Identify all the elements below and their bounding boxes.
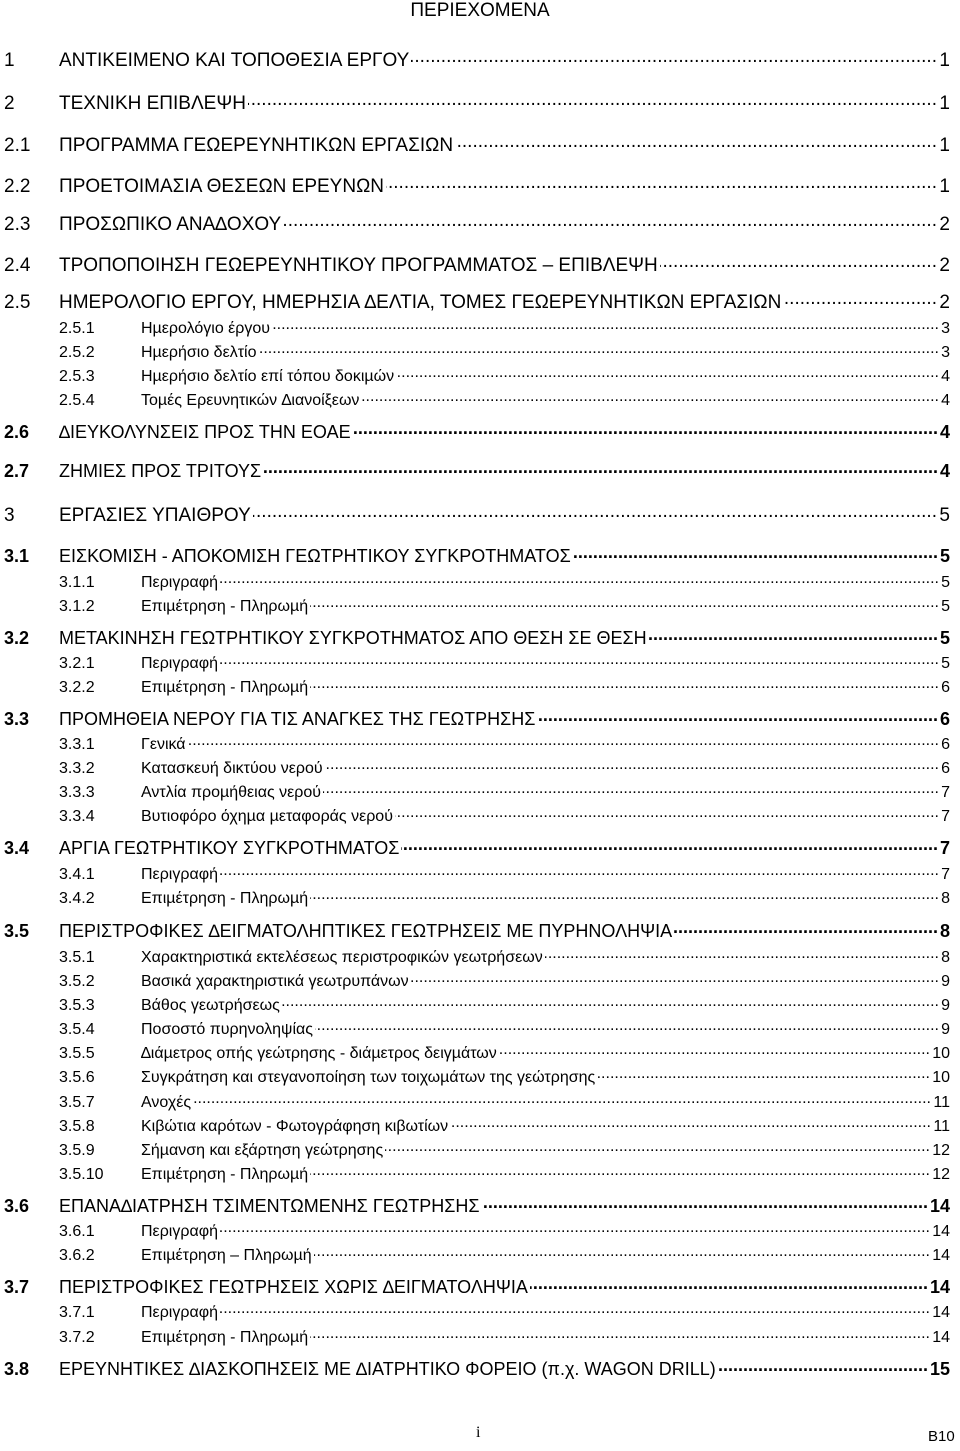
toc-entry-page: 7 — [941, 808, 950, 825]
toc-entry[interactable] — [0, 214, 960, 236]
toc-entry[interactable] — [0, 969, 960, 991]
toc-entry-number: 3.3.1 — [59, 736, 95, 753]
toc-entry-page: 5 — [941, 574, 950, 591]
toc-entry-page: 1 — [939, 93, 950, 114]
toc-entry-number: 3.6.2 — [59, 1247, 95, 1264]
toc-entry-number: 3.2.1 — [59, 655, 95, 672]
toc-entry-title: Κιβώτια καρότων - Φωτογράφηση κιβωτίων — [141, 1118, 449, 1135]
page-title: ΠΕΡΙΕΧΟΜΕΝΑ — [410, 0, 550, 21]
toc-dot-leader — [259, 342, 939, 358]
toc-entry[interactable] — [0, 292, 960, 314]
toc-entry-number: 3.4.1 — [59, 866, 95, 883]
toc-dot-leader — [674, 922, 938, 938]
toc-entry[interactable] — [0, 1219, 960, 1241]
toc-entry-title: Επιµέτρηση - Πληρωµή — [141, 1166, 309, 1183]
toc-entry-title: ΑΝΤΙΚΕΙΜΕΝΟ ΚΑΙ ΤΟΠΟΘΕΣΙΑ ΕΡΓΟΥ — [59, 50, 410, 71]
toc-entry[interactable] — [0, 176, 960, 198]
toc-entry-page: 5 — [939, 628, 950, 648]
toc-entry-title: Ηµερήσιο δελτίο επί τόπου δοκιµών — [141, 368, 395, 385]
toc-entry-title: Χαρακτηριστικά εκτελέσεως περιστροφικών γεωτρήσεων — [141, 949, 543, 966]
toc-entry[interactable] — [0, 1138, 960, 1160]
toc-entry-page: 4 — [941, 368, 950, 385]
toc-entry-number: 3.4 — [4, 838, 30, 858]
toc-entry[interactable] — [0, 1300, 960, 1322]
toc-dot-leader — [450, 1116, 931, 1132]
toc-entry-number: 2.7 — [4, 461, 30, 481]
toc-entry-number: 3.1.1 — [59, 574, 95, 591]
toc-entry-number: 3.5.4 — [59, 1021, 95, 1038]
toc-entry-number: 2.5.4 — [59, 392, 95, 409]
toc-entry-title: Επιµέτρηση - Πληρωµή — [141, 890, 309, 907]
toc-entry-title: Επιµέτρηση – Πληρωµή — [141, 1247, 312, 1264]
toc-entry-page: 1 — [939, 176, 950, 197]
toc-dot-leader — [573, 547, 938, 563]
toc-entry-page: 4 — [939, 422, 950, 442]
toc-entry[interactable] — [0, 388, 960, 410]
toc-entry-title: Γενικά — [141, 736, 186, 753]
toc-entry-title: ΤΕΧΝΙΚΗ ΕΠΙΒΛΕΨΗ — [59, 93, 246, 114]
toc-entry[interactable] — [0, 837, 960, 859]
toc-entry-page: 9 — [941, 997, 950, 1014]
toc-entry-page: 10 — [932, 1069, 950, 1086]
toc-entry-page: 7 — [939, 838, 950, 858]
toc-dot-leader — [220, 864, 939, 880]
toc-entry-number: 3.5.6 — [59, 1069, 95, 1086]
toc-dot-leader — [310, 1164, 930, 1180]
toc-dot-leader — [401, 839, 938, 855]
toc-entry-page: 5 — [941, 598, 950, 615]
toc-dot-leader — [660, 257, 937, 273]
toc-entry-page: 11 — [933, 1118, 950, 1135]
toc-entry-number: 3.6 — [4, 1196, 30, 1216]
toc-entry-page: 11 — [933, 1094, 950, 1111]
toc-entry-number: 3.1.2 — [59, 598, 95, 615]
toc-entry-title: ∆ΙΕΥΚΟΛΥΝΣΕΙΣ ΠΡΟΣ ΤΗΝ ΕΟΑΕ — [59, 422, 351, 442]
toc-entry[interactable] — [0, 675, 960, 697]
toc-entry-page: 14 — [932, 1304, 950, 1321]
toc-entry-number: 1 — [4, 50, 15, 71]
toc-entry-title: ΜΕΤΑΚΙΝΗΣΗ ΓΕΩΤΡΗΤΙΚΟΥ ΣΥΓΚΡΟΤΗΜΑΤΟΣ ΑΠΟ ΘΕΣΗ ΣΕ ΘΕΣΗ — [59, 628, 647, 648]
toc-entry-number: 2.5.3 — [59, 368, 95, 385]
toc-entry[interactable] — [0, 1358, 960, 1380]
toc-entry-number: 3.1 — [4, 546, 30, 566]
toc-entry[interactable] — [0, 1325, 960, 1347]
toc-entry-number: 3 — [4, 505, 15, 526]
toc-entry-title: Περιγραφή — [141, 866, 218, 883]
toc-entry-page: 3 — [941, 344, 950, 361]
toc-entry-page: 14 — [929, 1277, 950, 1297]
toc-entry-number: 3.5.3 — [59, 997, 95, 1014]
toc-entry-page: 4 — [941, 392, 950, 409]
toc-entry-number: 2.3 — [4, 214, 31, 235]
toc-dot-leader — [783, 294, 937, 310]
toc-entry[interactable] — [0, 545, 960, 567]
toc-entry-page: 8 — [939, 921, 950, 941]
toc-dot-leader — [248, 95, 937, 111]
toc-dot-leader — [220, 653, 939, 669]
toc-entry[interactable] — [0, 505, 960, 527]
toc-entry-number: 3.5.7 — [59, 1094, 95, 1111]
toc-entry-number: 2.5 — [4, 292, 31, 313]
toc-entry-title: Ανοχές — [141, 1094, 192, 1111]
toc-dot-leader — [253, 507, 937, 523]
toc-entry-number: 3.4.2 — [59, 890, 95, 907]
toc-entry-page: 14 — [932, 1247, 950, 1264]
toc-entry[interactable] — [0, 1195, 960, 1217]
toc-entry-title: Κατασκευή δικτύου νερού — [141, 760, 323, 777]
toc-entry-page: 7 — [941, 784, 950, 801]
toc-dot-leader — [310, 888, 939, 904]
toc-entry[interactable] — [0, 135, 960, 157]
footer-page-number: i — [476, 1424, 481, 1441]
toc-dot-leader — [499, 1043, 930, 1059]
toc-entry-page: 14 — [932, 1329, 950, 1346]
toc-entry-title: ΠΡΟΕΤΟΙΜΑΣΙΑ ΘΕΣΕΩΝ ΕΡΕΥΝΩΝ — [59, 176, 385, 197]
toc-entry[interactable] — [0, 594, 960, 616]
toc-dot-leader — [315, 1019, 939, 1035]
toc-dot-leader — [220, 1302, 930, 1318]
toc-entry-title: ΕΙΣΚΟΜΙΣΗ - ΑΠΟΚΟΜΙΣΗ ΓΕΩΤΡΗΤΙΚΟΥ ΣΥΓΚΡΟΤΗΜΑΤΟΣ — [59, 546, 571, 566]
toc-entry[interactable] — [0, 993, 960, 1015]
toc-entry[interactable] — [0, 756, 960, 778]
toc-dot-leader — [272, 318, 939, 334]
toc-entry-title: Περιγραφή — [141, 574, 218, 591]
toc-entry-number: 3.6.1 — [59, 1223, 95, 1240]
toc-entry-title: Επιµέτρηση - Πληρωµή — [141, 1329, 309, 1346]
toc-entry-title: Περιγραφή — [141, 655, 218, 672]
toc-entry-title: Σήµανση και εξάρτηση γεώτρησης — [141, 1142, 384, 1159]
toc-entry-number: 3.2.2 — [59, 679, 95, 696]
toc-entry-page: 3 — [941, 320, 950, 337]
toc-entry-number: 3.7 — [4, 1277, 30, 1297]
toc-entry-page: 5 — [939, 546, 950, 566]
toc-entry-page: 6 — [941, 679, 950, 696]
toc-dot-leader — [411, 52, 937, 68]
toc-entry-page: 2 — [939, 292, 950, 313]
toc-entry-page: 4 — [939, 461, 950, 481]
toc-entry-number: 3.3.4 — [59, 808, 95, 825]
toc-entry[interactable] — [0, 1162, 960, 1184]
toc-entry-number: 3.3.2 — [59, 760, 95, 777]
toc-dot-leader — [283, 216, 937, 232]
toc-dot-leader — [193, 1092, 931, 1108]
toc-entry-page: 9 — [941, 1021, 950, 1038]
toc-dot-leader — [537, 710, 938, 726]
toc-entry-number: 3.5.10 — [59, 1166, 104, 1183]
toc-entry-title: ΠΡΟΓΡΑΜΜΑ ΓΕΩΕΡΕΥΝΗΤΙΚΩΝ ΕΡΓΑΣΙΩΝ — [59, 135, 454, 156]
toc-entry[interactable] — [0, 421, 960, 443]
toc-entry-page: 15 — [929, 1359, 950, 1379]
toc-entry[interactable] — [0, 651, 960, 673]
toc-entry-title: Επιµέτρηση - Πληρωµή — [141, 679, 309, 696]
toc-entry-number: 2.6 — [4, 422, 30, 442]
toc-entry-number: 3.7.2 — [59, 1329, 95, 1346]
toc-entry[interactable] — [0, 1243, 960, 1265]
toc-dot-leader — [386, 178, 937, 194]
toc-dot-leader — [188, 734, 939, 750]
toc-entry-title: Ποσοστό πυρηνοληψίας — [141, 1021, 313, 1038]
toc-dot-leader — [314, 1245, 930, 1261]
toc-entry-page: 14 — [932, 1223, 950, 1240]
toc-entry-number: 3.5.5 — [59, 1045, 95, 1062]
toc-entry-title: Βυτιοφόρο όχηµα µεταφοράς νερού — [141, 808, 393, 825]
toc-dot-leader — [649, 629, 938, 645]
toc-entry-number: 3.7.1 — [59, 1304, 95, 1321]
toc-entry-page: 8 — [941, 949, 950, 966]
toc-entry-page: 2 — [939, 214, 950, 235]
toc-entry-title: Ηµερήσιο δελτίο — [141, 344, 257, 361]
toc-entry-title: ΕΡΓΑΣΙΕΣ ΥΠΑΙΘΡΟΥ — [59, 505, 251, 526]
toc-entry-number: 2.5.1 — [59, 320, 95, 337]
toc-dot-leader — [530, 1278, 928, 1294]
toc-entry[interactable] — [0, 1114, 960, 1136]
toc-entry-title: ΠΡΟΣΩΠΙΚΟ ΑΝΑ∆ΟΧΟΥ — [59, 214, 282, 235]
toc-entry[interactable] — [0, 50, 960, 72]
toc-entry-title: ΠΡΟΜΗΘΕΙΑ ΝΕΡΟΥ ΓΙΑ ΤΙΣ ΑΝΑΓΚΕΣ ΤΗΣ ΓΕΩΤΡΗΣΗΣ — [59, 709, 536, 729]
toc-entry-page: 5 — [941, 655, 950, 672]
toc-entry-page: 12 — [932, 1166, 950, 1183]
toc-entry[interactable] — [0, 1041, 960, 1063]
toc-dot-leader — [282, 995, 939, 1011]
toc-dot-leader — [325, 758, 939, 774]
toc-entry-page: 6 — [939, 709, 950, 729]
toc-entry-title: ΑΡΓΙΑ ΓΕΩΤΡΗΤΙΚΟΥ ΣΥΓΚΡΟΤΗΜΑΤΟΣ — [59, 838, 400, 858]
toc-entry[interactable] — [0, 1276, 960, 1298]
toc-entry[interactable] — [0, 340, 960, 362]
toc-entry-number: 2.1 — [4, 135, 31, 156]
toc-entry[interactable] — [0, 93, 960, 115]
toc-entry-title: Συγκράτηση και στεγανοποίηση των τοιχωµάτων της γεώτρησης — [141, 1069, 596, 1086]
toc-entry-page: 2 — [939, 255, 950, 276]
toc-dot-leader — [220, 1221, 930, 1237]
toc-entry-title: ΗΜΕΡΟΛΟΓΙΟ ΕΡΓΟΥ, ΗΜΕΡΗΣΙΑ ∆ΕΛΤΙΑ, ΤΟΜΕΣ ΓΕΩΕΡΕΥΝΗΤΙΚΩΝ ΕΡΓΑΣΙΩΝ — [59, 292, 782, 313]
toc-dot-leader — [411, 971, 939, 987]
toc-entry-page: 10 — [932, 1045, 950, 1062]
toc-entry[interactable] — [0, 862, 960, 884]
toc-entry-page: 9 — [941, 973, 950, 990]
toc-entry[interactable] — [0, 920, 960, 942]
toc-entry[interactable] — [0, 1090, 960, 1112]
toc-entry-page: 1 — [939, 135, 950, 156]
toc-entry-title: ΠΕΡΙΣΤΡΟΦΙΚΕΣ ∆ΕΙΓΜΑΤΟΛΗΠΤΙΚΕΣ ΓΕΩΤΡΗΣΕΙΣ ΜΕ ΠΥΡΗΝΟΛΗΨΙΑ — [59, 921, 673, 941]
toc-entry-page: 7 — [941, 866, 950, 883]
toc-entry-title: Αντλία προµήθειας νερού — [141, 784, 321, 801]
toc-entry[interactable] — [0, 1017, 960, 1039]
toc-entry-title: Βασικά χαρακτηριστικά γεωτρυπάνων — [141, 973, 409, 990]
toc-entry[interactable] — [0, 780, 960, 802]
toc-entry-title: ΕΡΕΥΝΗΤΙΚΕΣ ∆ΙΑΣΚΟΠΗΣΕΙΣ ΜΕ ∆ΙΑΤΡΗΤΙΚΟ ΦΟΡΕΙΟ (π.χ. WAGON DRILL) — [59, 1359, 716, 1379]
toc-entry-title: Περιγραφή — [141, 1223, 218, 1240]
toc-entry-title: Ηµερολόγιο έργου — [141, 320, 271, 337]
toc-entry-number: 2.5.2 — [59, 344, 95, 361]
toc-entry-number: 3.5.8 — [59, 1118, 95, 1135]
toc-dot-leader — [310, 1327, 930, 1343]
toc-entry-title: Βάθος γεωτρήσεως — [141, 997, 280, 1014]
toc-entry-number: 3.2 — [4, 628, 30, 648]
toc-entry-number: 3.5.9 — [59, 1142, 95, 1159]
toc-entry-page: 1 — [939, 50, 950, 71]
toc-entry[interactable] — [0, 460, 960, 482]
toc-entry-page: 8 — [941, 890, 950, 907]
toc-entry-number: 3.8 — [4, 1359, 30, 1379]
toc-entry[interactable] — [0, 804, 960, 826]
toc-entry-title: ΠΕΡΙΣΤΡΟΦΙΚΕΣ ΓΕΩΤΡΗΣΕΙΣ ΧΩΡΙΣ ∆ΕΙΓΜΑΤΟΛΗΨΙΑ — [59, 1277, 528, 1297]
toc-entry-page: 12 — [932, 1142, 950, 1159]
toc-entry-number: 3.5 — [4, 921, 30, 941]
toc-entry[interactable] — [0, 708, 960, 730]
toc-dot-leader — [310, 677, 939, 693]
toc-entry-number: 3.3 — [4, 709, 30, 729]
footer-document-code: B10 — [928, 1428, 955, 1445]
toc-entry-title: Περιγραφή — [141, 1304, 218, 1321]
toc-entry[interactable] — [0, 570, 960, 592]
toc-dot-leader — [395, 806, 939, 822]
toc-entry-number: 2 — [4, 93, 15, 114]
toc-entry-page: 14 — [929, 1196, 950, 1216]
toc-entry-number: 3.3.3 — [59, 784, 95, 801]
toc-dot-leader — [310, 596, 939, 612]
toc-dot-leader — [718, 1360, 928, 1376]
toc-dot-leader — [396, 366, 939, 382]
toc-entry[interactable] — [0, 364, 960, 386]
toc-entry[interactable] — [0, 732, 960, 754]
toc-entry-page: 6 — [941, 736, 950, 753]
toc-entry-title: ΤΡΟΠΟΠΟΙΗΣΗ ΓΕΩΕΡΕΥΝΗΤΙΚΟΥ ΠΡΟΓΡΑΜΜΑΤΟΣ – ΕΠΙΒΛΕΨΗ — [59, 255, 658, 276]
toc-entry-page: 5 — [939, 505, 950, 526]
toc-dot-leader — [385, 1140, 930, 1156]
toc-entry[interactable] — [0, 945, 960, 967]
toc-entry-number: 3.5.2 — [59, 973, 95, 990]
toc-dot-leader — [482, 1197, 928, 1213]
toc-dot-leader — [545, 947, 939, 963]
toc-entry[interactable] — [0, 886, 960, 908]
toc-entry-title: Επιµέτρηση - Πληρωµή — [141, 598, 309, 615]
toc-entry-number: 2.2 — [4, 176, 31, 197]
toc-dot-leader — [220, 572, 939, 588]
toc-dot-leader — [361, 390, 939, 406]
toc-entry[interactable] — [0, 255, 960, 277]
toc-dot-leader — [323, 782, 939, 798]
toc-entry[interactable] — [0, 316, 960, 338]
toc-entry-title: ∆ιάµετρος οπής γεώτρησης - διάµετρος δειγµάτων — [141, 1045, 497, 1062]
toc-entry-title: ΕΠΑΝΑ∆ΙΑΤΡΗΣΗ ΤΣΙΜΕΝΤΩΜΕΝΗΣ ΓΕΩΤΡΗΣΗΣ — [59, 1196, 480, 1216]
toc-entry-title: Τοµές Ερευνητικών ∆ιανοίξεων — [141, 392, 360, 409]
toc-entry-number: 3.5.1 — [59, 949, 95, 966]
toc-entry[interactable] — [0, 627, 960, 649]
toc-entry-number: 2.4 — [4, 255, 31, 276]
toc-dot-leader — [353, 423, 938, 439]
toc-dot-leader — [263, 462, 938, 478]
toc-entry-page: 6 — [941, 760, 950, 777]
toc-dot-leader — [597, 1067, 930, 1083]
toc-dot-leader — [455, 137, 937, 153]
toc-entry-title: ΖΗΜΙΕΣ ΠΡΟΣ ΤΡΙΤΟΥΣ — [59, 461, 262, 481]
toc-entry[interactable] — [0, 1065, 960, 1087]
